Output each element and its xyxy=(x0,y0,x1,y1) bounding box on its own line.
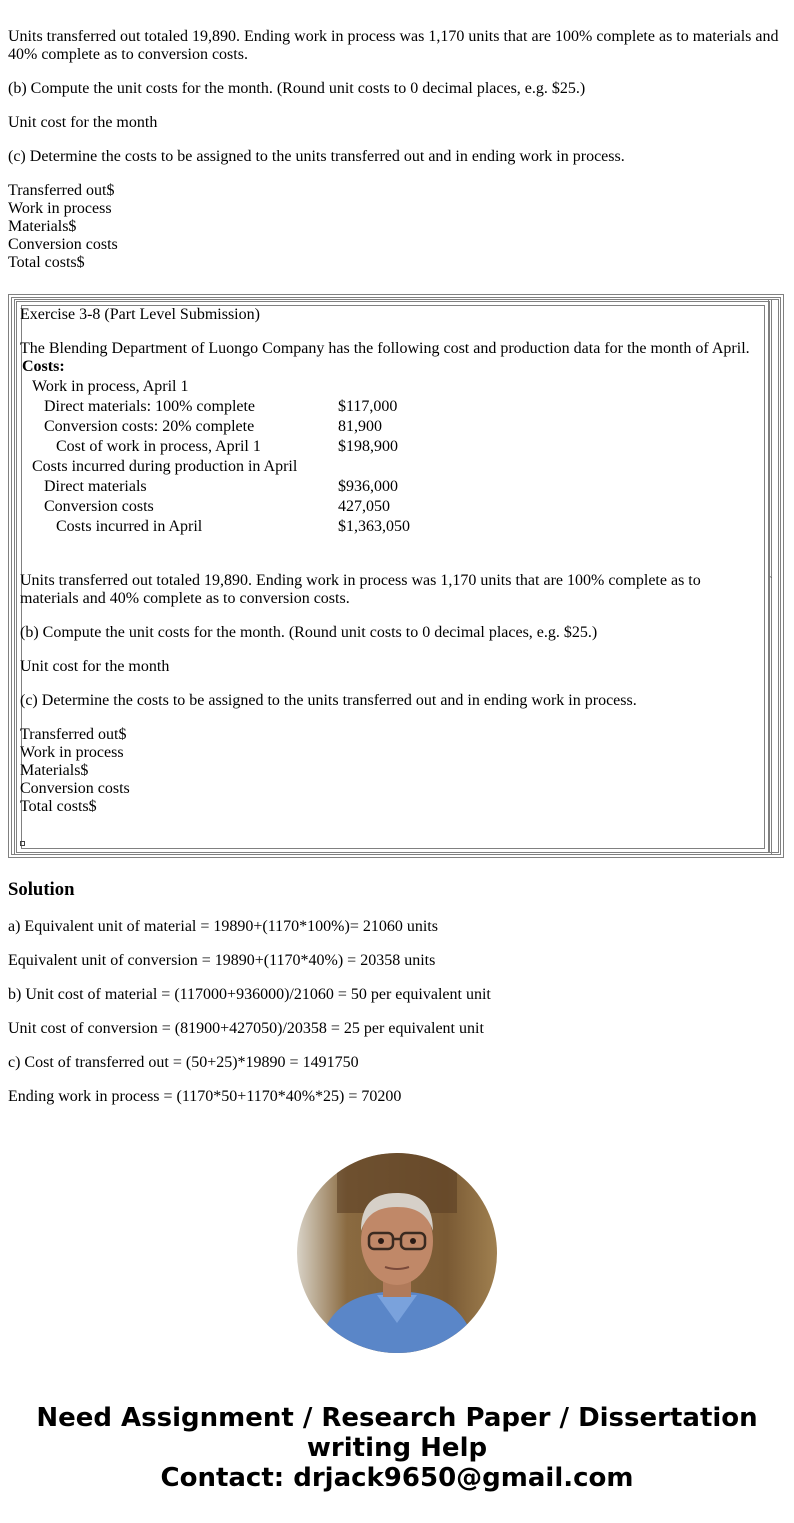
total-costs-label: Total costs$ xyxy=(8,254,85,271)
cost-row xyxy=(20,478,410,498)
cost-row xyxy=(20,418,410,438)
solution-body xyxy=(8,918,786,1122)
cost-row-label: Costs incurred in April xyxy=(56,518,203,535)
conversion-costs-label: Conversion costs xyxy=(8,236,118,253)
solution-line: b) Unit cost of material = (117000+936000)/21060 = 50 per equivalent unit xyxy=(8,986,491,1003)
exercise-part-b: (b) Compute the unit costs for the month. (Round unit costs to 0 decimal places, e.g. $25.) xyxy=(20,624,598,641)
cost-row-label: Work in process, April 1 xyxy=(32,378,189,395)
cost-row-label: Conversion costs xyxy=(44,498,154,515)
exercise-intro: The Blending Department of Luongo Company has the following cost and production data for the month of April. xyxy=(20,340,750,357)
cost-row-value: $1,363,050 xyxy=(338,518,410,535)
cost-row-label: Conversion costs: 20% complete xyxy=(44,418,255,435)
cost-row-value: $117,000 xyxy=(338,398,398,415)
side-column xyxy=(768,299,779,853)
avatar-portrait-icon xyxy=(297,1153,497,1353)
exercise-units-paragraph: Units transferred out totaled 19,890. Ending work in process was 1,170 units that are 100% complete as to materials and 40% complete as to conversion costs. xyxy=(20,572,701,607)
top-text-block xyxy=(8,28,786,272)
transferred-out-label: Transferred out$ xyxy=(8,182,115,199)
costs-heading: Costs: xyxy=(22,358,65,375)
cost-row-value: $936,000 xyxy=(338,478,398,495)
part-c-question: (c) Determine the costs to be assigned to the units transferred out and in ending work in process. xyxy=(8,148,625,165)
solution-line: c) Cost of transferred out = (50+25)*19890 = 1491750 xyxy=(8,1054,359,1071)
exercise-unit-cost-label: Unit cost for the month xyxy=(20,658,170,675)
solution-line: Unit cost of conversion = (81900+427050)/20358 = 25 per equivalent unit xyxy=(8,1020,484,1037)
help-banner xyxy=(0,1403,794,1493)
exercise-content xyxy=(20,306,760,816)
help-banner-line2: writing Help xyxy=(306,1433,488,1463)
cost-row-label: Costs incurred during production in April xyxy=(32,458,298,475)
materials-label: Materials$ xyxy=(8,218,77,235)
units-paragraph: Units transferred out totaled 19,890. Ending work in process was 1,170 units that are 100% complete as to materials and 40% complete as to conversion costs. xyxy=(8,28,779,63)
cost-row-value: 81,900 xyxy=(338,418,382,435)
cost-row xyxy=(20,498,410,518)
exercise-total-costs: Total costs$ xyxy=(20,798,97,815)
broken-image-icon xyxy=(20,841,25,846)
unit-cost-label: Unit cost for the month xyxy=(8,114,158,131)
solution-heading: Solution xyxy=(8,879,75,900)
side-mark-icon: ` xyxy=(769,575,773,587)
cost-row-value: 427,050 xyxy=(338,498,390,515)
cost-row-label: Direct materials xyxy=(44,478,147,495)
cost-row xyxy=(20,398,410,418)
exercise-materials: Materials$ xyxy=(20,762,89,779)
part-b-question: (b) Compute the unit costs for the month. (Round unit costs to 0 decimal places, e.g. $25.) xyxy=(8,80,586,97)
cost-table xyxy=(20,358,410,538)
solution-line: Equivalent unit of conversion = 19890+(1170*40%) = 20358 units xyxy=(8,952,436,969)
author-avatar xyxy=(297,1153,497,1353)
exercise-title: Exercise 3-8 (Part Level Submission) xyxy=(20,306,260,323)
cost-row xyxy=(20,458,410,478)
help-banner-contact: Contact: drjack9650@gmail.com xyxy=(160,1463,634,1493)
cost-row-value xyxy=(338,458,410,478)
help-banner-line1: Need Assignment / Research Paper / Dissertation xyxy=(36,1403,758,1433)
exercise-transferred-out: Transferred out$ xyxy=(20,726,127,743)
solution-line: a) Equivalent unit of material = 19890+(1170*100%)= 21060 units xyxy=(8,918,438,935)
cost-row xyxy=(20,438,410,458)
cost-row-label: Cost of work in process, April 1 xyxy=(56,438,261,455)
exercise-work-in-process: Work in process xyxy=(20,744,124,761)
cost-row xyxy=(20,518,410,538)
cost-row-label: Direct materials: 100% complete xyxy=(44,398,256,415)
solution-line: Ending work in process = (1170*50+1170*40%*25) = 70200 xyxy=(8,1088,402,1105)
cost-row-value xyxy=(338,378,410,398)
cost-row-value: $198,900 xyxy=(338,438,398,455)
cost-heading-row xyxy=(20,358,410,378)
cost-row xyxy=(20,378,410,398)
exercise-conversion-costs: Conversion costs xyxy=(20,780,130,797)
work-in-process-label: Work in process xyxy=(8,200,112,217)
exercise-part-c: (c) Determine the costs to be assigned to the units transferred out and in ending work in process. xyxy=(20,692,637,709)
